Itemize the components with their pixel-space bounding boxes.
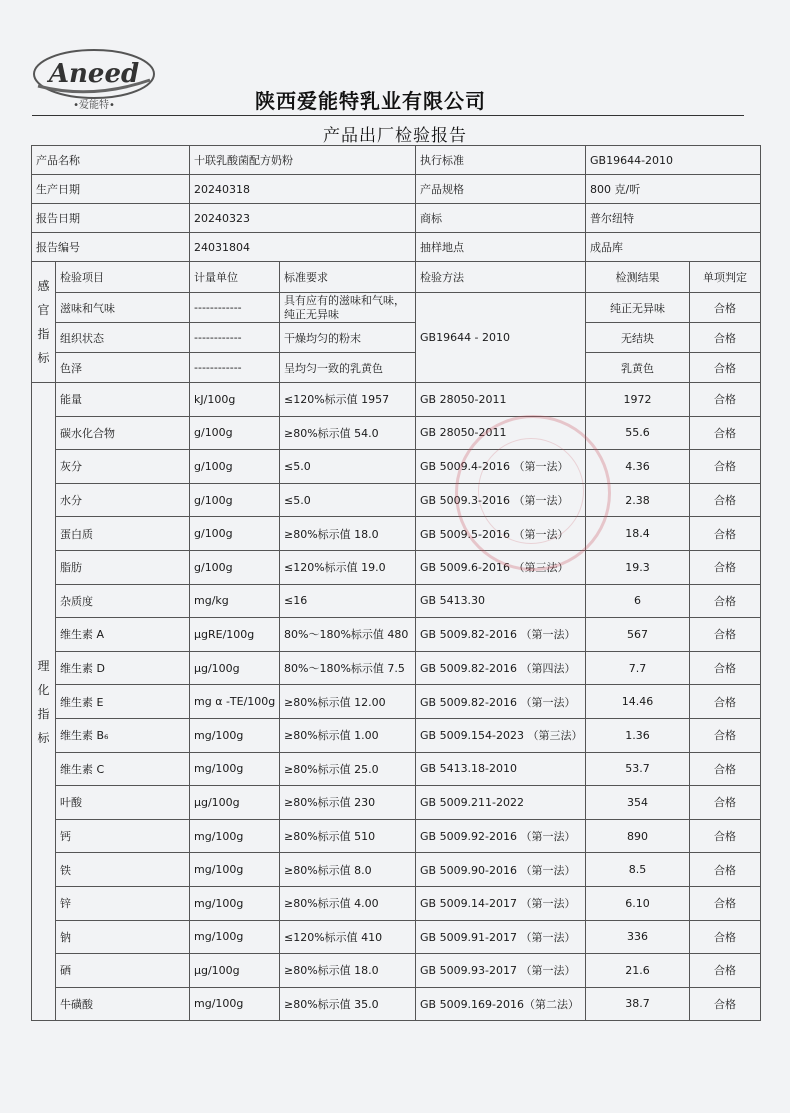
- info-value: 24031804: [190, 233, 416, 262]
- method: GB 5009.169-2016（第二法）: [416, 987, 586, 1021]
- standard: ≥80%标示值 18.0: [280, 954, 416, 988]
- item-name: 维生素 C: [56, 752, 190, 786]
- result: 354: [586, 786, 690, 820]
- table-row: [32, 920, 761, 954]
- judgement: 合格: [690, 323, 761, 353]
- standard: 干燥均匀的粉末: [280, 323, 416, 353]
- method: GB 5009.82-2016 （第一法）: [416, 685, 586, 719]
- method: GB 5009.4-2016 （第一法）: [416, 450, 586, 484]
- unit: ------------: [190, 323, 280, 353]
- result: 14.46: [586, 685, 690, 719]
- table-row: [32, 416, 761, 450]
- standard: ≥80%标示值 510: [280, 819, 416, 853]
- standard: ≥80%标示值 54.0: [280, 416, 416, 450]
- item-name: 维生素 E: [56, 685, 190, 719]
- item-name: 蛋白质: [56, 517, 190, 551]
- item-name: 维生素 B₆: [56, 718, 190, 752]
- inspection-report-table: [31, 145, 761, 1021]
- info-label: 报告日期: [32, 204, 190, 233]
- info-value: 十联乳酸菌配方奶粉: [190, 146, 416, 175]
- unit: μg/100g: [190, 651, 280, 685]
- judgement: 合格: [690, 383, 761, 417]
- result: 乳黄色: [586, 353, 690, 383]
- table-row: [32, 517, 761, 551]
- result: 6.10: [586, 886, 690, 920]
- method: GB 5009.92-2016 （第一法）: [416, 819, 586, 853]
- result: 2.38: [586, 483, 690, 517]
- result: 890: [586, 819, 690, 853]
- table-row: [32, 853, 761, 887]
- result: 8.5: [586, 853, 690, 887]
- logo-graphic: [32, 40, 157, 115]
- table-row: [32, 954, 761, 988]
- table-row: [32, 718, 761, 752]
- col-header-unit: 计量单位: [190, 262, 280, 293]
- item-name: 铁: [56, 853, 190, 887]
- unit: g/100g: [190, 517, 280, 551]
- unit: mg/100g: [190, 752, 280, 786]
- standard: ≤16: [280, 584, 416, 618]
- judgement: 合格: [690, 954, 761, 988]
- standard: ≥80%标示值 230: [280, 786, 416, 820]
- standard: ≥80%标示值 8.0: [280, 853, 416, 887]
- standard: ≥80%标示值 12.00: [280, 685, 416, 719]
- item-name: 钙: [56, 819, 190, 853]
- standard: ≥80%标示值 4.00: [280, 886, 416, 920]
- result: 1972: [586, 383, 690, 417]
- table-row: [32, 752, 761, 786]
- judgement: 合格: [690, 618, 761, 652]
- method: GB 5009.3-2016 （第一法）: [416, 483, 586, 517]
- standard: ≤120%标示值 19.0: [280, 550, 416, 584]
- result: 4.36: [586, 450, 690, 484]
- standard: ≤120%标示值 410: [280, 920, 416, 954]
- category-label-physicochemical: 理化指标: [32, 383, 56, 1021]
- unit: mg/100g: [190, 718, 280, 752]
- result: 53.7: [586, 752, 690, 786]
- judgement: 合格: [690, 987, 761, 1021]
- judgement: 合格: [690, 584, 761, 618]
- report-body: [32, 146, 761, 1021]
- company-name: 陕西爱能特乳业有限公司: [255, 89, 486, 113]
- result: 1.36: [586, 718, 690, 752]
- info-row: [32, 233, 761, 262]
- unit: μgRE/100g: [190, 618, 280, 652]
- method: GB 5009.93-2017 （第一法）: [416, 954, 586, 988]
- item-name: 碳水化合物: [56, 416, 190, 450]
- standard: ≤120%标示值 1957: [280, 383, 416, 417]
- info-value: 普尔纽特: [586, 204, 761, 233]
- standard: ≥80%标示值 25.0: [280, 752, 416, 786]
- result: 纯正无异味: [586, 293, 690, 323]
- info-value: 800 克/听: [586, 175, 761, 204]
- judgement: 合格: [690, 416, 761, 450]
- document-title: 产品出厂检验报告: [323, 126, 467, 146]
- item-name: 维生素 A: [56, 618, 190, 652]
- table-row: [32, 483, 761, 517]
- table-row: [32, 584, 761, 618]
- judgement: 合格: [690, 517, 761, 551]
- method: GB 28050-2011: [416, 416, 586, 450]
- table-row: [32, 550, 761, 584]
- method: GB 5413.30: [416, 584, 586, 618]
- table-row: [32, 786, 761, 820]
- unit: mg/100g: [190, 853, 280, 887]
- column-header-row: [32, 262, 761, 293]
- judgement: 合格: [690, 483, 761, 517]
- table-row: [32, 987, 761, 1021]
- info-label: 生产日期: [32, 175, 190, 204]
- result: 19.3: [586, 550, 690, 584]
- method: GB 5009.90-2016 （第一法）: [416, 853, 586, 887]
- logo-subtext: •爱能特•: [73, 100, 115, 111]
- col-header-item: 检验项目: [56, 262, 190, 293]
- info-label: 执行标准: [416, 146, 586, 175]
- unit: μg/100g: [190, 954, 280, 988]
- method: GB 5009.211-2022: [416, 786, 586, 820]
- unit: ------------: [190, 293, 280, 323]
- info-label: 报告编号: [32, 233, 190, 262]
- unit: g/100g: [190, 450, 280, 484]
- item-name: 叶酸: [56, 786, 190, 820]
- method: GB 28050-2011: [416, 383, 586, 417]
- result: 无结块: [586, 323, 690, 353]
- judgement: 合格: [690, 450, 761, 484]
- item-name: 锌: [56, 886, 190, 920]
- unit: kJ/100g: [190, 383, 280, 417]
- unit: g/100g: [190, 483, 280, 517]
- company-logo: [32, 40, 157, 115]
- table-row: [32, 685, 761, 719]
- item-name: 牛磺酸: [56, 987, 190, 1021]
- category-label-sensory: 感官指标: [32, 262, 56, 383]
- table-row: [32, 293, 761, 323]
- item-name: 脂肪: [56, 550, 190, 584]
- header-divider: [32, 115, 744, 116]
- method: GB19644 - 2010: [416, 293, 586, 383]
- unit: mg α -TE/100g: [190, 685, 280, 719]
- table-row: [32, 819, 761, 853]
- table-row: [32, 618, 761, 652]
- judgement: 合格: [690, 853, 761, 887]
- judgement: 合格: [690, 718, 761, 752]
- info-label: 产品规格: [416, 175, 586, 204]
- judgement: 合格: [690, 886, 761, 920]
- unit: g/100g: [190, 550, 280, 584]
- col-header-judgement: 单项判定: [690, 262, 761, 293]
- result: 336: [586, 920, 690, 954]
- standard: 具有应有的滋味和气味，纯正无异味: [280, 293, 416, 323]
- judgement: 合格: [690, 651, 761, 685]
- table-row: [32, 383, 761, 417]
- standard: ≥80%标示值 18.0: [280, 517, 416, 551]
- col-header-method: 检验方法: [416, 262, 586, 293]
- info-value: GB19644-2010: [586, 146, 761, 175]
- method: GB 5009.91-2017 （第一法）: [416, 920, 586, 954]
- result: 6: [586, 584, 690, 618]
- info-row: [32, 175, 761, 204]
- judgement: 合格: [690, 353, 761, 383]
- unit: g/100g: [190, 416, 280, 450]
- report-header: [0, 0, 790, 146]
- method: GB 5009.6-2016 （第三法）: [416, 550, 586, 584]
- info-value: 成品库: [586, 233, 761, 262]
- unit: mg/100g: [190, 819, 280, 853]
- method: GB 5009.154-2023 （第三法）: [416, 718, 586, 752]
- method: GB 5009.82-2016 （第一法）: [416, 618, 586, 652]
- method: GB 5009.5-2016 （第一法）: [416, 517, 586, 551]
- info-value: 20240318: [190, 175, 416, 204]
- unit: mg/100g: [190, 886, 280, 920]
- table-row: [32, 886, 761, 920]
- standard: ≤5.0: [280, 483, 416, 517]
- info-label: 产品名称: [32, 146, 190, 175]
- method: GB 5413.18-2010: [416, 752, 586, 786]
- info-value: 20240323: [190, 204, 416, 233]
- info-row: [32, 204, 761, 233]
- judgement: 合格: [690, 550, 761, 584]
- judgement: 合格: [690, 685, 761, 719]
- standard: 80%～180%标示值 7.5: [280, 651, 416, 685]
- unit: mg/100g: [190, 920, 280, 954]
- item-name: 组织状态: [56, 323, 190, 353]
- standard: ≥80%标示值 35.0: [280, 987, 416, 1021]
- result: 7.7: [586, 651, 690, 685]
- standard: 呈均匀一致的乳黄色: [280, 353, 416, 383]
- standard: 80%～180%标示值 480: [280, 618, 416, 652]
- item-name: 灰分: [56, 450, 190, 484]
- judgement: 合格: [690, 920, 761, 954]
- table-row: [32, 353, 761, 383]
- method: GB 5009.14-2017 （第一法）: [416, 886, 586, 920]
- method: GB 5009.82-2016 （第四法）: [416, 651, 586, 685]
- col-header-standard: 标准要求: [280, 262, 416, 293]
- unit: mg/kg: [190, 584, 280, 618]
- item-name: 杂质度: [56, 584, 190, 618]
- result: 55.6: [586, 416, 690, 450]
- judgement: 合格: [690, 293, 761, 323]
- result: 38.7: [586, 987, 690, 1021]
- judgement: 合格: [690, 786, 761, 820]
- table-row: [32, 450, 761, 484]
- result: 21.6: [586, 954, 690, 988]
- info-row: [32, 146, 761, 175]
- result: 18.4: [586, 517, 690, 551]
- logo-text: Aneed: [48, 59, 140, 89]
- result: 567: [586, 618, 690, 652]
- judgement: 合格: [690, 819, 761, 853]
- item-name: 钠: [56, 920, 190, 954]
- table-row: [32, 323, 761, 353]
- item-name: 能量: [56, 383, 190, 417]
- item-name: 滋味和气味: [56, 293, 190, 323]
- standard: ≥80%标示值 1.00: [280, 718, 416, 752]
- table-row: [32, 651, 761, 685]
- info-label: 抽样地点: [416, 233, 586, 262]
- item-name: 维生素 D: [56, 651, 190, 685]
- unit: mg/100g: [190, 987, 280, 1021]
- standard: ≤5.0: [280, 450, 416, 484]
- col-header-result: 检测结果: [586, 262, 690, 293]
- judgement: 合格: [690, 752, 761, 786]
- item-name: 水分: [56, 483, 190, 517]
- item-name: 硒: [56, 954, 190, 988]
- unit: ------------: [190, 353, 280, 383]
- info-label: 商标: [416, 204, 586, 233]
- unit: μg/100g: [190, 786, 280, 820]
- item-name: 色泽: [56, 353, 190, 383]
